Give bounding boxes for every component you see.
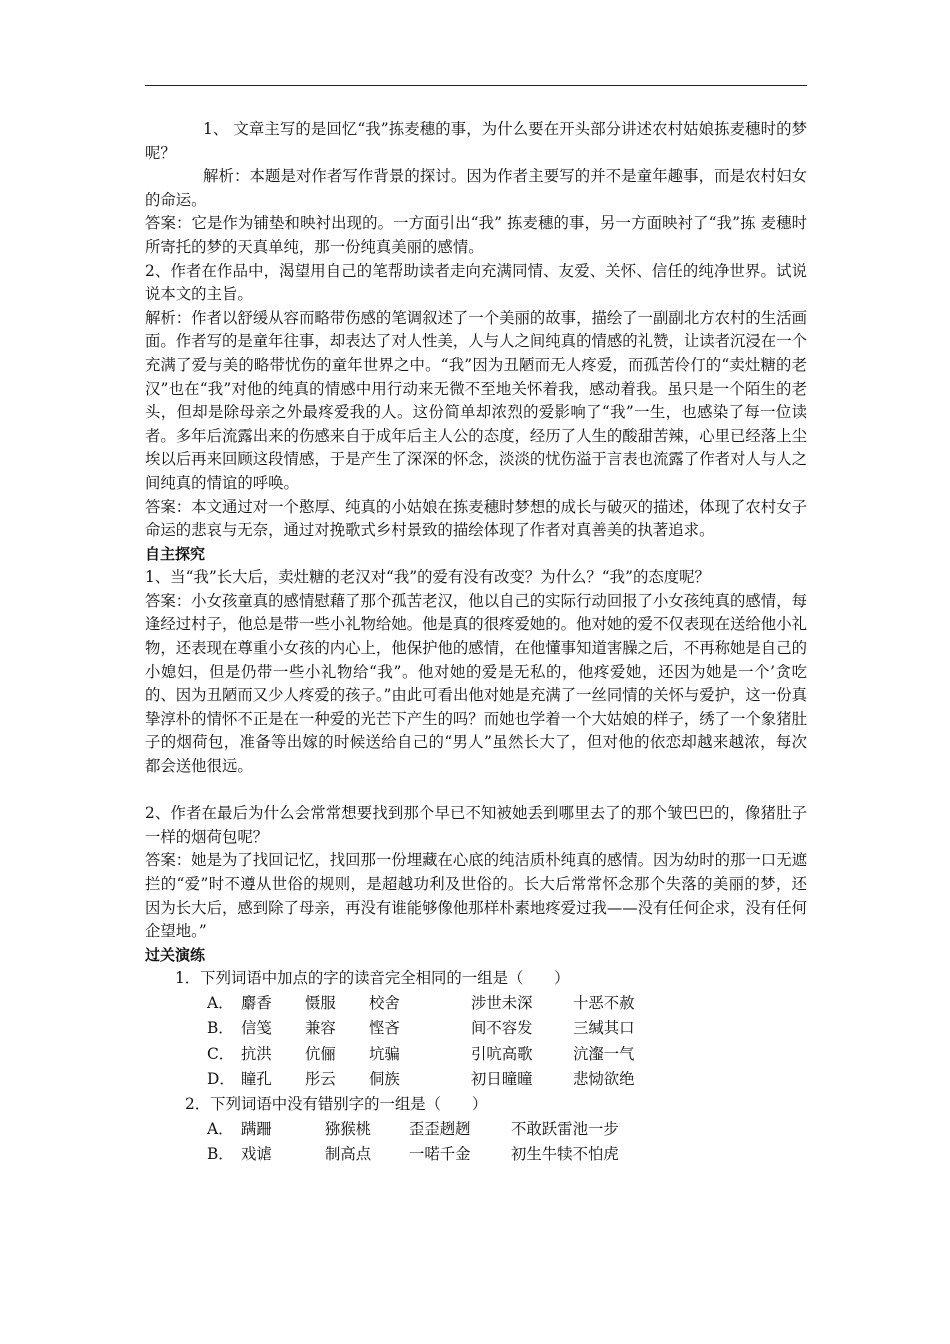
- heading-practice: 过关演练: [145, 945, 206, 964]
- q2-answer: 答案：本文通过对一个憨厚、纯真的小姑娘在拣麦穗时梦想的成长与破灭的描述，体现了农村女子命运的悲哀与无奈，通过对挽歌式乡村景致的描绘体现了作者对真善美的执著追求。: [145, 497, 807, 540]
- q1-answer: 答案：它是作为铺垫和映衬出现的。一方面引出“我” 拣麦穗的事，另一方面映衬了“我”拣 麦穗时所寄托的梦的天真单纯，那一份纯真美丽的感情。: [145, 214, 807, 256]
- q2-analysis: 解析：作者以舒缓从容而略带伤感的笔调叙述了一个美丽的故事，描绘了一副副北方农村的生活画面。作者写的是童年往事，却表达了对人性美，人与人之间纯真的情感的礼赞，让读者沉浸在一个充满了爱与美的略带忧伤的童年世界之中。“我”因为丑陋而无人疼爱，而孤苦伶仃的“卖灶糖的老汉”也在“我”对他的纯真的情感中用行动来无微不至地关怀着我，感动着我。虽只是一个陌生的老头，但却是除母亲之外最疼爱我的人。这份简单却浓烈的爱影响了“我”一生，也感染了每一位读者。多年后流露出来的伤感来自于成年后主人公的态度，经历了人生的酸甜苦辣，心里已经落上尘埃以后再来回顾这段情感，于是产生了深深的怀念，淡淡的忧伤溢于言表也流露了作者对人与人之间纯真的情谊的呼唤。: [145, 308, 807, 492]
- practice-1-question: 1．下列词语中加点的字的读音完全相同的一组是（ ）: [175, 969, 570, 988]
- heading-explore: 自主探究: [145, 544, 206, 563]
- practice-1-option-c: C． 抗洪 伉俪 坑骗 引吭高歌 沆瀣一气: [207, 1044, 635, 1063]
- explore-1-question: 1、当“我”长大后，卖灶糖的老汉对“我”的爱有没有改变？为什么？“我”的态度呢？: [145, 568, 710, 587]
- practice-1-option-d: D． 瞳孔 彤云 侗族 初日曈曈 悲恸欲绝: [207, 1070, 635, 1089]
- explore-2-question: 2、作者在最后为什么会常常想要找到那个早已不知被她丢到哪里去了的那个皱巴巴的，像猪肚子一样的烟荷包呢？: [145, 804, 807, 846]
- practice-1-option-a: A． 麝香 慑服 校舍 涉世未深 十恶不赦: [207, 993, 635, 1012]
- q1-question: 1、 文章主写的是回忆“我”拣麦穗的事，为什么要在开头部分讲述农村姑娘拣麦穗时的梦呢？: [145, 120, 807, 162]
- q2-question: 2、作者在作品中，渴望用自己的笔帮助读者走向充满同情、友爱、关怀、信任的纯净世界。试说说本文的主旨。: [145, 261, 807, 304]
- document-body: [145, 118, 807, 1168]
- practice-2-option-a: A． 蹒跚 猕猴桃 歪歪趔趔 不敢跃雷池一步: [207, 1119, 619, 1138]
- blank-line: [145, 779, 807, 803]
- practice-2-option-b: B． 戏谑 制高点 一喏千金 初生牛犊不怕虎: [207, 1145, 619, 1164]
- header-rule: [145, 85, 807, 86]
- explore-1-answer: 答案：小女孩童真的感情慰藉了那个孤苦老汉，他以自己的实际行动回报了小女孩纯真的感情，每逢经过村子，他总是带一些小礼物给她。他是真的很疼爱她的。他对她的爱不仅表现在送给他小礼物，还表现在尊重小女孩的内心上，他保护他的感情，在他懂事知道害臊之后，不再称她是自己的小媳妇，但是仍带一些小礼物给“我”。他对她的爱是无私的，他疼爱她，还因为她是一个’贪吃的、因为丑陋而又少人疼爱的孩子。”由此可看出他对她是充满了一丝同情的关怀与爱护，这一份真挚淳朴的情怀不正是在一种爱的光芒下产生的吗？而她也学着一个大姑娘的样子，绣了一个象猪肚子的烟荷包，准备等出嫁的时候送给自己的“男人”虽然长大了，但对他的依恋却越来越浓，每次都会送他很远。: [145, 591, 807, 776]
- q1-analysis: 解析：本题是对作者写作背景的探讨。因为作者主要写的并不是童年趣事，而是农村妇女的命运。: [145, 167, 807, 209]
- practice-1-option-b: B． 信笺 兼容 悭吝 间不容发 三缄其口: [207, 1019, 635, 1038]
- practice-2-question: 2．下列词语中没有错别字的一组是（ ）: [185, 1094, 488, 1113]
- explore-2-answer: 答案：她是为了找回记忆，找回那一份埋藏在心底的纯洁质朴纯真的感情。因为幼时的那一口无遮拦的“爱”时不遵从世俗的规则，是超越功利及世俗的。长大后常常怀念那个失落的美丽的梦，还因为长大后，感到除了母亲，再没有谁能够像他那样朴素地疼爱过我——没有任何企求，没有任何企望地。”: [145, 851, 807, 941]
